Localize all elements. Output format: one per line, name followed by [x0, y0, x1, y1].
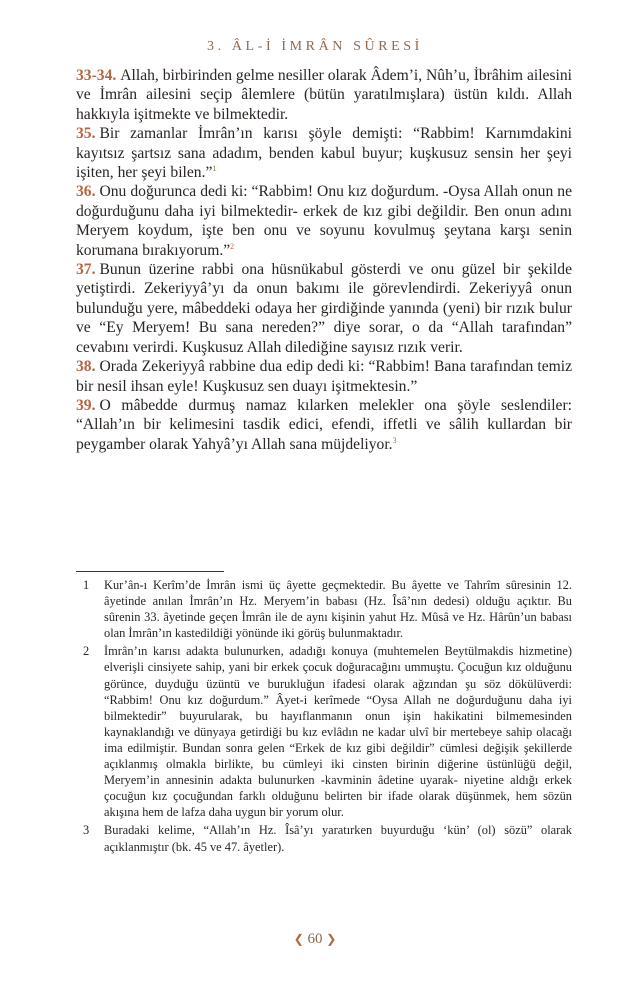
footnote-text: İmrân’ın karısı adakta bulunurken, adadığı konuya (muhtemelen Beytülmakdis hizmetine) elverişli cinsiyete sahip, yani bir erkek çocuk doğuracağını ummuştu. Çocuğun kız olduğunu görünce, duyduğu üzüntü ve burukluğun ifadesi olarak ağzından şu söz dökülüverdi: “Rabbim! Onu kız doğurdum.” Âyet-i kerîmede “Oysa Allah ne doğurduğunu daha iyi bilmektedir” buyurularak, bu hayıflanmanın onun işin hakikatini bilmemesinden kaynaklandığı ve dünyaya getirdiği bu kız evlâdın ne kadar ulvî bir mertebeye sahip olacağı ima edilmiştir. Bundan sonra gelen “Erkek de kız gibi değildir” cümlesi değişik şekillerde açıklanmış olmakla birlikte, bu cümleyi iki cinsten birinin diğerine üstünlüğü değil, Meryem’in annesinin adakta bulunurken -kavminin âdetine uyarak- niyetine aldığı erkek çocuğun kız çocuğundan farklı olduğunu belirten bir ifade olarak düşünmek, hem sözün akışına hem de lafza daha uygun bir yorum olur.: [104, 644, 572, 820]
footnote-ref[interactable]: 2: [230, 241, 235, 251]
footnote-number: 1: [83, 578, 90, 592]
verse-number: 38.: [76, 358, 96, 376]
verse-text: Orada Zekeriyyâ rabbine dua edip dedi ki: “Rabbim! Bana tarafından temiz bir nesil ihsan eyle! Kuşkusuz sen duayı işitmektesin.”: [76, 358, 572, 395]
footnote-text: Kur’ân-ı Kerîm’de İmrân ismi üç âyette geçmektedir. Bu âyette ve Tahrîm sûresinin 12. âyetinde anılan İmrân’ın Hz. Meryem’in babası (Hz. Îsâ’nın dedesi) olduğu açıktır. Bu sûrenin 33. âyetinde geçen İmrân ile de aynı kişinin yahut Hz. Mûsâ ve Hz. Hârûn’un babası olan İmrân’ın kastedildiği yönünde iki görüş bulunmaktadır.: [104, 578, 572, 641]
verse-text: O mâbedde durmuş namaz kılarken melekler ona şöyle seslendiler: “Allah’ın bir kelimesini tasdik edici, efendi, iffetli ve sâlih kullardan bir peygamber olarak Yahyâ’yı Allah sana müjdeliyor.: [76, 396, 572, 453]
verse-text: Bunun üzerine rabbi ona hüsnükabul gösterdi ve onu güzel bir şekilde yetiştirdi. Zekeriyyâ’yı da onun bakımı ile görevlendirdi. Zekeriyyâ onun bulunduğu yere, mâbeddeki odaya her girdiğinde yanında (yeni) bir rızık bulur ve “Ey Meryem! Bu sana nereden?” diye sorar, o da “Allah tarafından” cevabını verirdi. Kuşkusuz Allah dilediğine sayısız rızık verir.: [76, 261, 572, 356]
verse-text: Bir zamanlar İmrân’ın karısı şöyle demişti: “Rabbim! Karnımdakini kayıtsız şartsız sana adadım, benden kabul buyur; kuşkusuz sensin her şeyi işiten, her şeyi bilen.”: [76, 125, 572, 182]
verse-37: [76, 260, 572, 357]
verse-text: Allah, birbirinden gelme nesiller olarak Âdem’i, Nûh’u, İbrâhim ailesini ve İmrân ailesini seçip âlemlere (bütün yaratılmışlara) üstün kıldı. Allah hakkıyla işitmekte ve bilmektedir.: [76, 67, 572, 123]
verse-39: [76, 396, 572, 454]
verse-35: [76, 124, 572, 182]
footnote-number: 3: [83, 823, 90, 838]
ornament-left-icon: ❮: [293, 932, 304, 946]
footnote-ref[interactable]: 3: [392, 435, 397, 445]
footnotes: [76, 577, 572, 857]
chapter-header: 3. ÂL-İ İMRÂN SÛRESİ: [207, 39, 423, 54]
ornament-right-icon: ❯: [326, 932, 337, 946]
verse-number: 36.: [76, 183, 96, 201]
footnote-number: 2: [83, 644, 90, 659]
verse-number: 39.: [76, 396, 96, 414]
footnote-ref[interactable]: 1: [212, 163, 217, 173]
footnote-2: [76, 643, 572, 820]
page-number-footer: [0, 931, 630, 948]
verse-number: 37.: [76, 261, 96, 279]
footnote-text: Buradaki kelime, “Allah’ın Hz. Îsâ’yı yaratırken buyurduğu ‘kün’ (ol) sözü” olarak açıklanmıştır (bk. 45 ve 47. âyetler).: [104, 823, 572, 854]
verse-38: [76, 357, 572, 396]
verse-body: [76, 66, 572, 454]
footnote-1: [76, 577, 572, 641]
verse-number: 35.: [76, 125, 96, 143]
verse-36: [76, 182, 572, 260]
footnote-3: [76, 822, 572, 854]
page-number: 60: [307, 931, 323, 947]
verse-number: 33-34.: [76, 67, 117, 84]
verse-text: Onu doğurunca dedi ki: “Rabbim! Onu kız doğurdum. -Oysa Allah onun ne doğurduğunu daha iyi bilmektedir- erkek de kız gibi değildir. Ben onun adını Meryem koydum, işte ben onu ve soyunu kovulmuş şeytana karşı senin korumana bırakıyorum.”: [76, 183, 572, 259]
footnote-divider: [76, 571, 224, 572]
verse-33-34: [76, 66, 572, 124]
